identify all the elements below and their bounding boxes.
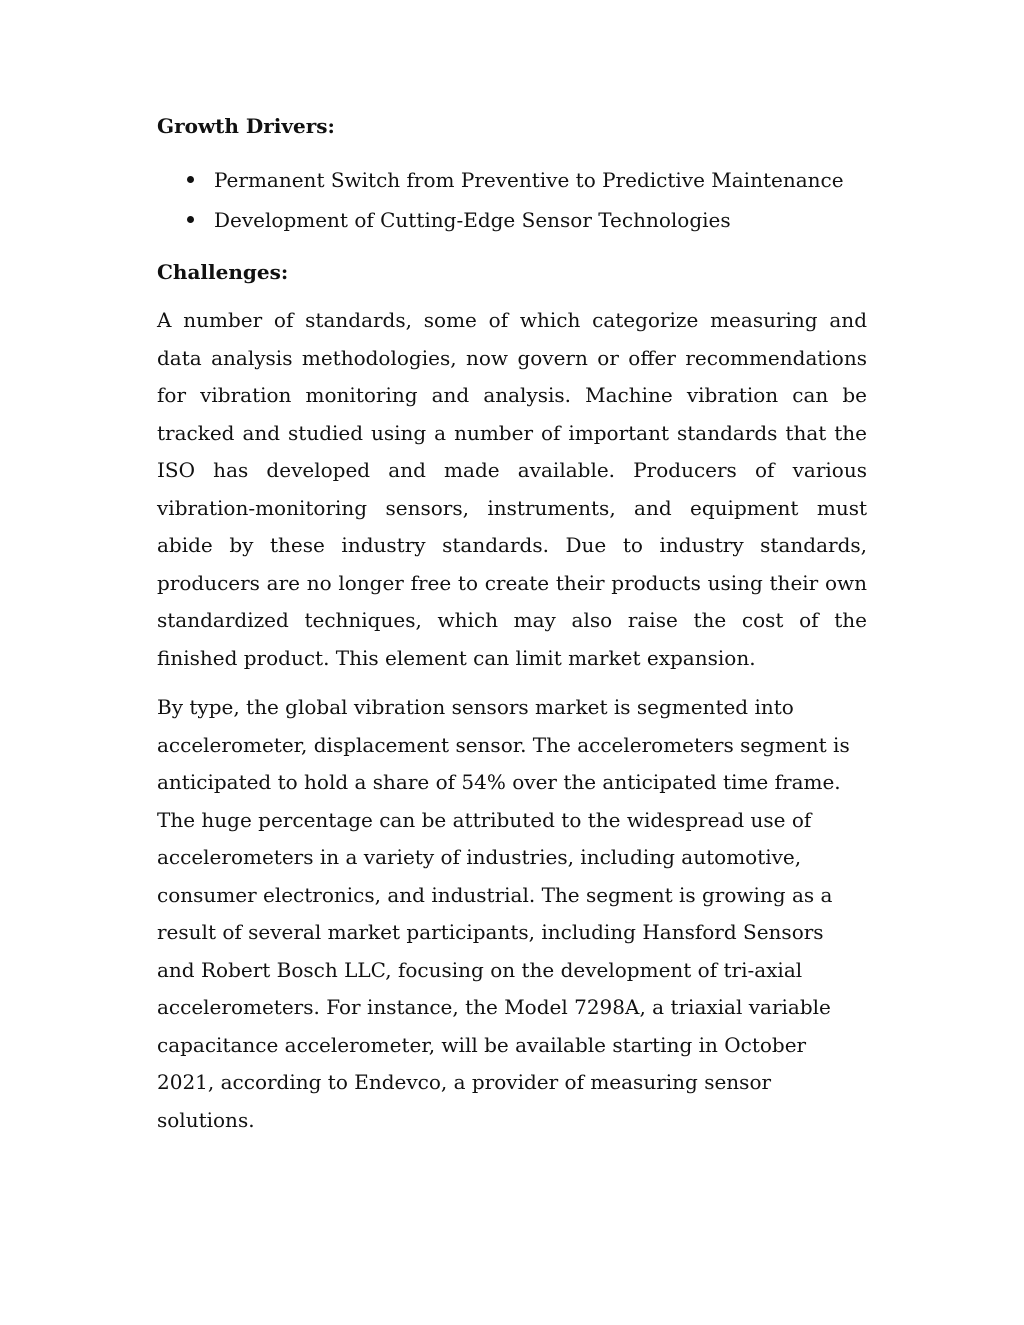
segment-paragraph: By type, the global vibration sensors market is segmented into accelerometer, displacement sensor. The accelerometers segment is anticipated to hold a share of 54% over the anticipated time frame. The huge percentage can be attributed to the widespread use of accelerometers in a variety of industries, including automotive, consumer electronics, and industrial. The segment is growing as a result of several market participants, including Hansford Sensors and Robert Bosch LLC, focusing on the development of tri-axial accelerometers. For instance, the Model 7298A, a triaxial variable capacitance accelerometer, will be available starting in October 2021, according to Endevco, a provider of measuring sensor solutions. [157, 695, 850, 1132]
list-item-text: Permanent Switch from Preventive to Predictive Maintenance [214, 168, 844, 192]
bullet-icon [187, 216, 194, 223]
growth-drivers-list [157, 160, 867, 240]
document-page [157, 108, 867, 1139]
challenges-paragraph: A number of standards, some of which categorize measuring and data analysis methodologies, now govern or offer recommendations for vibration monitoring and analysis. Machine vibration can be tracked and studied using a number of important standards that the ISO has developed and made available. Producers of various vibration-monitoring sensors, instruments, and equipment must abide by these industry standards. Due to industry standards, producers are no longer free to create their products using their own standardized techniques, which may also raise the cost of the finished product. This element can limit market expansion. [157, 308, 867, 670]
list-item [157, 200, 867, 240]
bullet-icon [187, 176, 194, 183]
challenges-heading: Challenges: [157, 260, 289, 284]
list-item-text: Development of Cutting-Edge Sensor Technologies [214, 208, 731, 232]
list-item [157, 160, 867, 200]
growth-drivers-heading: Growth Drivers: [157, 114, 335, 138]
